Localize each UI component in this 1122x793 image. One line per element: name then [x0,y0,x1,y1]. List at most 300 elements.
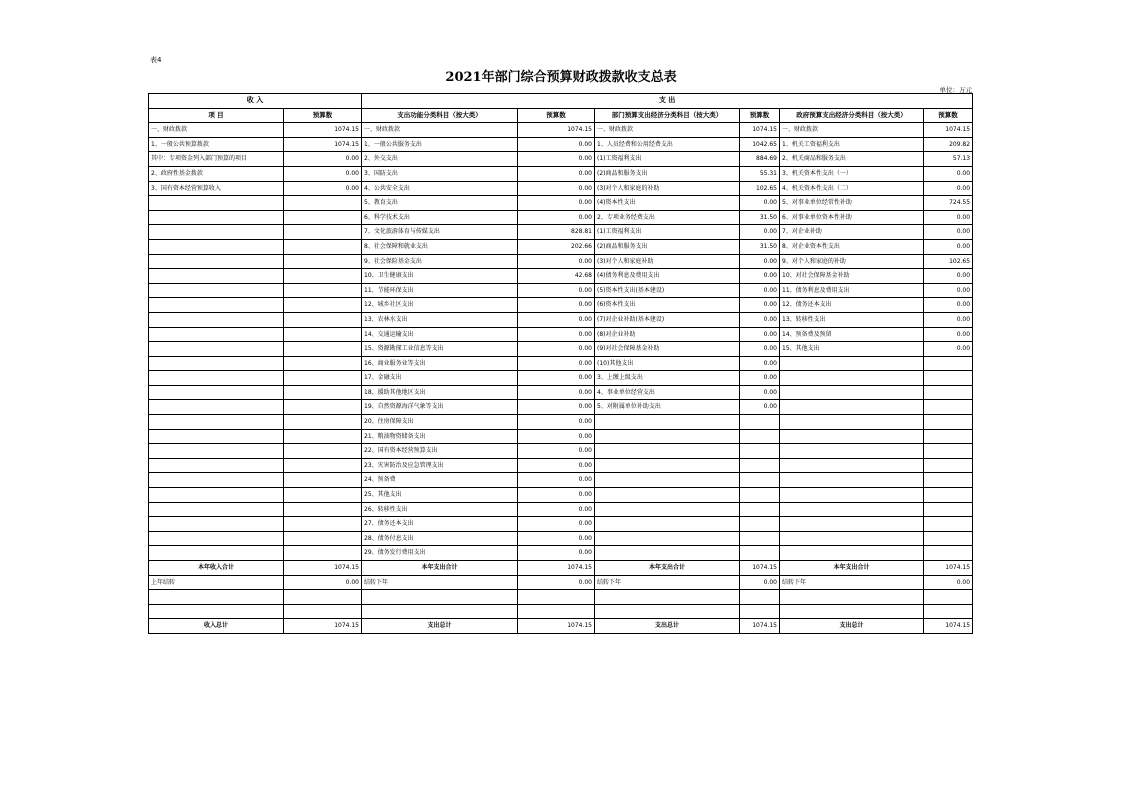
table-row [149,429,973,444]
item-cell: 本年支出合计 [595,561,740,576]
item-cell: 一、财政拨款 [149,123,284,138]
item-cell: 5、对附属单位补助支出 [595,400,740,415]
table-row [149,254,973,269]
amount-cell: 0.00 [518,385,595,400]
table-row [149,371,973,386]
amount-cell [924,429,973,444]
item-cell: 11、节能环保支出 [362,283,518,298]
amount-cell [740,488,780,503]
amount-cell: 102.65 [740,181,780,196]
item-cell [780,400,924,415]
amount-cell: 0.00 [924,298,973,313]
amount-cell [924,517,973,532]
amount-cell: 0.00 [518,502,595,517]
item-cell: 25、其他支出 [362,488,518,503]
amount-cell [284,342,362,357]
amount-cell: 0.00 [740,371,780,386]
item-cell [149,546,284,561]
amount-cell: 0.00 [518,517,595,532]
amount-cell: 0.00 [924,342,973,357]
empty-cell [149,604,284,619]
item-cell: 15、其他支出 [780,342,924,357]
amount-cell: 0.00 [740,356,780,371]
item-cell: (10)其他支出 [595,356,740,371]
empty-cell [924,604,973,619]
amount-cell: 0.00 [924,166,973,181]
item-cell: 28、债务付息支出 [362,531,518,546]
item-cell: 5、对事业单位经常性补助 [780,196,924,211]
amount-cell: 0.00 [518,181,595,196]
amount-cell: 0.00 [924,283,973,298]
amount-cell [924,458,973,473]
item-cell: 一、财政拨款 [362,123,518,138]
amount-cell [284,239,362,254]
item-cell: 结转下年 [595,575,740,590]
item-cell: 10、卫生健康支出 [362,269,518,284]
amount-cell: 1074.15 [518,123,595,138]
amount-cell: 0.00 [740,254,780,269]
amount-cell [284,371,362,386]
item-cell [780,458,924,473]
empty-cell [740,604,780,619]
table-row [149,327,973,342]
item-cell: 5、教育支出 [362,196,518,211]
amount-cell [740,531,780,546]
item-cell: (2)商品和服务支出 [595,166,740,181]
table-row [149,415,973,430]
item-cell [595,531,740,546]
empty-cell [595,590,740,605]
empty-cell [149,590,284,605]
item-cell [149,502,284,517]
item-cell: 27、债务还本支出 [362,517,518,532]
table-row [149,356,973,371]
item-cell: 结转下年 [780,575,924,590]
item-cell [149,531,284,546]
amount-cell: 0.00 [518,488,595,503]
amount-cell [740,444,780,459]
amount-cell: 1074.15 [740,619,780,634]
item-cell [595,458,740,473]
item-cell: (2)商品和服务支出 [595,239,740,254]
item-cell: 29、债务发行费用支出 [362,546,518,561]
income-section-header: 收 入 [149,94,362,109]
amount-cell [284,196,362,211]
amount-cell [284,356,362,371]
table-row [149,225,973,240]
amount-cell: 0.00 [518,546,595,561]
item-cell: 2、机关商品和服务支出 [780,152,924,167]
item-cell [149,356,284,371]
table-row [149,342,973,357]
item-cell [149,415,284,430]
item-cell: 一、财政拨款 [780,123,924,138]
item-cell [149,458,284,473]
empty-cell [780,604,924,619]
item-cell: (4)债务利息及费用支出 [595,269,740,284]
item-cell: 4、公共安全支出 [362,181,518,196]
column-header: 政府预算支出经济分类科目（按大类） [780,108,924,123]
empty-cell [780,590,924,605]
item-cell: (6)资本性支出 [595,298,740,313]
item-cell: 收入总计 [149,619,284,634]
budget-summary-table [148,93,973,634]
item-cell [595,488,740,503]
amount-cell: 0.00 [518,283,595,298]
amount-cell: 1074.15 [924,619,973,634]
amount-cell: 0.00 [518,312,595,327]
table-row [149,473,973,488]
amount-cell [740,502,780,517]
amount-cell: 0.00 [924,225,973,240]
item-cell [149,239,284,254]
amount-cell: 1074.15 [284,561,362,576]
item-cell: 4、机关资本性支出（二） [780,181,924,196]
item-cell: 10、对社会保障基金补助 [780,269,924,284]
amount-cell: 1074.15 [924,123,973,138]
amount-cell: 31.50 [740,210,780,225]
item-cell [149,196,284,211]
table-row [149,181,973,196]
item-cell: 1、机关工资福利支出 [780,137,924,152]
amount-cell: 31.50 [740,239,780,254]
item-cell [149,400,284,415]
amount-cell [740,458,780,473]
amount-cell [924,473,973,488]
item-cell [595,546,740,561]
item-cell: 7、对企业补助 [780,225,924,240]
item-cell: 7、文化旅游体育与传媒支出 [362,225,518,240]
item-cell [149,473,284,488]
amount-cell [740,429,780,444]
amount-cell [924,531,973,546]
item-cell [149,342,284,357]
item-cell [149,298,284,313]
amount-cell: 0.00 [518,342,595,357]
empty-cell [362,604,518,619]
item-cell [780,371,924,386]
item-cell: (3)对个人和家庭的补助 [595,181,740,196]
item-cell: 24、预备费 [362,473,518,488]
amount-cell: 0.00 [518,298,595,313]
item-cell: 一、财政拨款 [595,123,740,138]
carry-row [149,575,973,590]
amount-cell: 0.00 [740,312,780,327]
amount-cell [740,546,780,561]
item-cell [780,356,924,371]
item-cell: 3、国有资本经营预算收入 [149,181,284,196]
item-cell: 本年支出合计 [362,561,518,576]
amount-cell [284,254,362,269]
amount-cell [284,531,362,546]
table-row [149,269,973,284]
year-total-row [149,561,973,576]
item-cell: 3、上缴上级支出 [595,371,740,386]
amount-cell: 1074.15 [284,137,362,152]
amount-cell: 0.00 [518,575,595,590]
amount-cell [740,517,780,532]
item-cell [780,502,924,517]
item-cell: 2、外交支出 [362,152,518,167]
amount-cell: 0.00 [924,575,973,590]
amount-cell [284,517,362,532]
amount-cell: 0.00 [740,298,780,313]
amount-cell: 1042.65 [740,137,780,152]
empty-cell [518,604,595,619]
item-cell: 支出总计 [780,619,924,634]
item-cell: 上年结转 [149,575,284,590]
amount-cell: 0.00 [518,166,595,181]
amount-cell: 0.00 [284,166,362,181]
table-row [149,546,973,561]
item-cell: 6、科学技术支出 [362,210,518,225]
item-cell: 1、一般公共服务支出 [362,137,518,152]
item-cell: (4)资本性支出 [595,196,740,211]
item-cell [780,473,924,488]
item-cell [595,444,740,459]
amount-cell: 0.00 [924,239,973,254]
item-cell: 11、债务利息及费用支出 [780,283,924,298]
item-cell: 支出总计 [362,619,518,634]
amount-cell: 0.00 [740,342,780,357]
item-cell: 4、事业单位经营支出 [595,385,740,400]
item-cell: 其中：专项资金列入部门预算的项目 [149,152,284,167]
amount-cell: 0.00 [518,473,595,488]
amount-cell: 0.00 [518,371,595,386]
item-cell: (7)对企业补助(基本建设) [595,312,740,327]
amount-cell: 0.00 [518,400,595,415]
unit-label: 单位：万元 [939,86,972,94]
amount-cell: 0.00 [740,269,780,284]
amount-cell: 1074.15 [518,619,595,634]
amount-cell: 1074.15 [284,619,362,634]
item-cell: 6、对事业单位资本性补助 [780,210,924,225]
item-cell [149,312,284,327]
table-row [149,283,973,298]
amount-cell: 0.00 [924,181,973,196]
item-cell: 9、社会保险基金支出 [362,254,518,269]
table-label: 表4 [150,56,162,64]
amount-cell [924,488,973,503]
item-cell [149,517,284,532]
amount-cell [284,298,362,313]
table-row [149,385,973,400]
item-cell: 结转下年 [362,575,518,590]
item-cell: (9)对社会保障基金补助 [595,342,740,357]
amount-cell [284,429,362,444]
table-row [149,123,973,138]
amount-cell: 1074.15 [518,561,595,576]
table-row [149,298,973,313]
amount-cell: 55.31 [740,166,780,181]
item-cell: (5)资本性支出(基本建设) [595,283,740,298]
item-cell: 本年支出合计 [780,561,924,576]
item-cell: 9、对个人和家庭的补助 [780,254,924,269]
column-header: 预算数 [284,108,362,123]
amount-cell: 0.00 [740,196,780,211]
item-cell: 16、商业服务业等支出 [362,356,518,371]
column-header: 预算数 [740,108,780,123]
amount-cell: 0.00 [924,269,973,284]
amount-cell [284,400,362,415]
item-cell: 3、国防支出 [362,166,518,181]
grand-total-row [149,619,973,634]
item-cell: 本年收入合计 [149,561,284,576]
amount-cell [284,269,362,284]
item-cell: (1)工资福利支出 [595,152,740,167]
item-cell [149,327,284,342]
section-header-row [149,94,973,109]
amount-cell [284,283,362,298]
amount-cell [924,502,973,517]
item-cell: 21、粮油物资储备支出 [362,429,518,444]
item-cell: 26、转移性支出 [362,502,518,517]
amount-cell: 1074.15 [740,123,780,138]
item-cell [149,225,284,240]
item-cell: 18、援助其他地区支出 [362,385,518,400]
item-cell [149,444,284,459]
amount-cell [284,444,362,459]
item-cell: 8、社会保障和就业支出 [362,239,518,254]
amount-cell [284,225,362,240]
item-cell [595,415,740,430]
empty-cell [284,604,362,619]
item-cell: 20、住房保障支出 [362,415,518,430]
item-cell: 13、农林水支出 [362,312,518,327]
table-row [149,444,973,459]
item-cell: 支出总计 [595,619,740,634]
item-cell [780,444,924,459]
amount-cell [284,546,362,561]
empty-cell [740,590,780,605]
amount-cell: 884.69 [740,152,780,167]
item-cell [595,473,740,488]
amount-cell [284,327,362,342]
amount-cell [284,473,362,488]
amount-cell [924,385,973,400]
empty-cell [924,590,973,605]
column-header: 预算数 [518,108,595,123]
item-cell [149,385,284,400]
item-cell [149,488,284,503]
table-row [149,137,973,152]
item-cell: 12、债务还本支出 [780,298,924,313]
table-row [149,400,973,415]
table-row [149,239,973,254]
amount-cell: 828.81 [518,225,595,240]
table-row [149,196,973,211]
amount-cell: 0.00 [740,225,780,240]
amount-cell: 0.00 [740,400,780,415]
item-cell [595,517,740,532]
amount-cell: 0.00 [740,385,780,400]
table-row [149,152,973,167]
amount-cell [924,546,973,561]
item-cell [149,429,284,444]
amount-cell: 0.00 [518,356,595,371]
amount-cell: 0.00 [518,327,595,342]
item-cell: 17、金融支出 [362,371,518,386]
amount-cell: 0.00 [518,444,595,459]
amount-cell [284,312,362,327]
amount-cell: 42.68 [518,269,595,284]
item-cell [780,531,924,546]
column-header-row [149,108,973,123]
amount-cell [740,473,780,488]
column-header: 预算数 [924,108,973,123]
item-cell [595,429,740,444]
amount-cell: 0.00 [518,137,595,152]
amount-cell: 102.65 [924,254,973,269]
amount-cell: 0.00 [518,415,595,430]
item-cell [780,385,924,400]
item-cell: (1)工资福利支出 [595,225,740,240]
amount-cell: 0.00 [518,458,595,473]
amount-cell [924,444,973,459]
item-cell: 13、转移性支出 [780,312,924,327]
item-cell: 19、自然资源海洋气象等支出 [362,400,518,415]
table-row [149,517,973,532]
item-cell: 14、交通运输支出 [362,327,518,342]
amount-cell: 0.00 [518,429,595,444]
item-cell: 2、专项业务经费支出 [595,210,740,225]
item-cell [149,269,284,284]
empty-cell [362,590,518,605]
empty-cell [518,590,595,605]
item-cell: 8、对企业资本性支出 [780,239,924,254]
item-cell: 23、灾害防治及应急管理支出 [362,458,518,473]
item-cell [149,283,284,298]
amount-cell: 0.00 [924,312,973,327]
table-row [149,502,973,517]
item-cell: 2、政府性基金拨款 [149,166,284,181]
item-cell [780,488,924,503]
item-cell [780,415,924,430]
item-cell: 3、机关资本性支出（一） [780,166,924,181]
amount-cell: 57.13 [924,152,973,167]
amount-cell: 1074.15 [924,561,973,576]
amount-cell: 0.00 [518,210,595,225]
amount-cell [924,356,973,371]
amount-cell: 0.00 [924,327,973,342]
amount-cell: 1074.15 [284,123,362,138]
item-cell: 1、一般公共预算拨款 [149,137,284,152]
empty-cell [284,590,362,605]
item-cell: 1、人员经费和公用经费支出 [595,137,740,152]
item-cell [149,210,284,225]
item-cell: 14、预备费及预留 [780,327,924,342]
table-row [149,458,973,473]
item-cell [149,371,284,386]
blank-row [149,604,973,619]
amount-cell [284,210,362,225]
item-cell [149,254,284,269]
amount-cell: 0.00 [740,327,780,342]
item-cell: (8)对企业补助 [595,327,740,342]
amount-cell: 0.00 [518,152,595,167]
table-row [149,166,973,181]
amount-cell: 724.55 [924,196,973,211]
item-cell [595,502,740,517]
page-title: 2021年部门综合预算财政拨款收支总表 [445,70,677,85]
amount-cell [284,415,362,430]
table-row [149,531,973,546]
expense-section-header: 支 出 [362,94,973,109]
item-cell: 22、国有资本经营预算支出 [362,444,518,459]
amount-cell: 0.00 [924,210,973,225]
amount-cell [284,385,362,400]
amount-cell: 0.00 [518,196,595,211]
